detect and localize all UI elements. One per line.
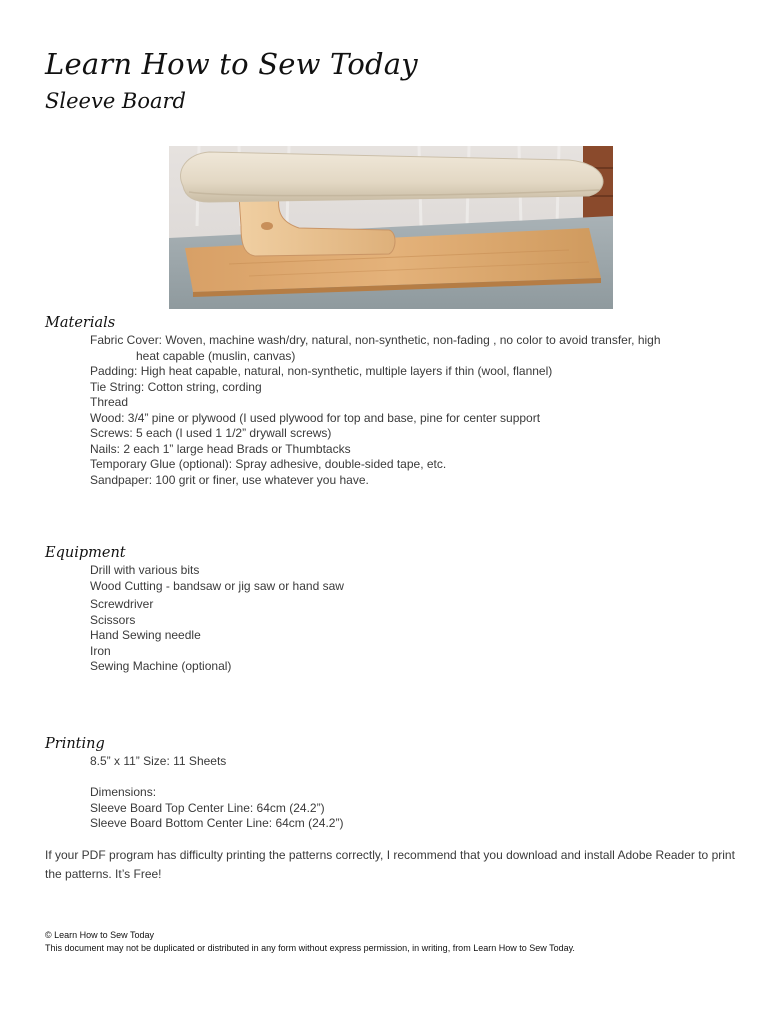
- list-item: Sewing Machine (optional): [90, 659, 232, 673]
- list-item: heat capable (muslin, canvas): [136, 348, 296, 363]
- list-item: Fabric Cover: Woven, machine wash/dry, natural, non-synthetic, non-fading , no color to avoid transfer, high: [90, 333, 661, 347]
- list-item: Nails: 2 each 1” large head Brads or Thumbtacks: [90, 441, 351, 456]
- footer: [45, 929, 575, 954]
- list-item: Tie String: Cotton string, cording: [90, 379, 262, 394]
- document-title: Learn How to Sew Today: [45, 47, 418, 81]
- list-item: Wood: 3/4” pine or plywood (I used plywood for top and base, pine for center support: [90, 410, 541, 425]
- printing-list: [90, 754, 343, 832]
- bottom-center-line: Sleeve Board Bottom Center Line: 64cm (24.2”): [90, 816, 344, 830]
- list-item: Wood Cutting - bandsaw or jig saw or hand saw: [90, 578, 344, 593]
- sleeve-board-photo: [169, 146, 613, 309]
- printing-note: If your PDF program has difficulty printing the patterns correctly, I recommend that you download and install Adobe Reader to print the patterns. It’s Free!: [45, 848, 735, 881]
- list-item: Iron: [90, 643, 111, 658]
- dimensions-label: Dimensions:: [90, 785, 157, 799]
- list-item: Drill with various bits: [90, 563, 200, 577]
- copyright-line: © Learn How to Sew Today: [45, 930, 155, 940]
- materials-heading: Materials: [45, 315, 116, 331]
- list-item: Thread: [90, 395, 129, 409]
- list-item: Screwdriver: [90, 597, 154, 611]
- equipment-heading: Equipment: [45, 545, 126, 561]
- document-subtitle: Sleeve Board: [45, 89, 187, 113]
- list-item: Padding: High heat capable, natural, non-synthetic, multiple layers if thin (wool, flannel): [90, 364, 553, 378]
- list-item: Scissors: [90, 612, 136, 627]
- top-center-line: Sleeve Board Top Center Line: 64cm (24.2”): [90, 800, 325, 815]
- print-size: 8.5” x 11” Size: 11 Sheets: [90, 754, 227, 768]
- list-item: Sandpaper: 100 grit or finer, use whatever you have.: [90, 472, 369, 487]
- permission-notice: This document may not be duplicated or distributed in any form without express permission, in writing, from Learn How to Sew Today.: [45, 942, 575, 953]
- list-item: Temporary Glue (optional): Spray adhesive, double-sided tape, etc.: [90, 457, 447, 471]
- equipment-list: [90, 563, 344, 675]
- printing-heading: Printing: [45, 736, 105, 752]
- list-item: Screws: 5 each (I used 1 1/2” drywall screws): [90, 426, 332, 440]
- materials-list: [90, 333, 661, 488]
- list-item: Hand Sewing needle: [90, 628, 201, 642]
